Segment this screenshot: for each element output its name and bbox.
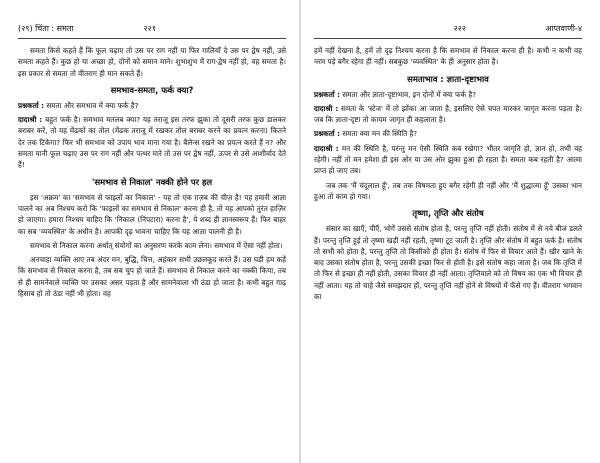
speaker-label: दादाश्री : [18, 115, 43, 125]
dialogue-text: समता और समभाव में क्या फर्क है? [46, 100, 139, 110]
page-number: २२२ [453, 23, 466, 33]
dialogue-text: समता के 'स्टेज' में तो झोंका आ जाता है, इसलिए ऐसे चपत मारकर जागृत करना पड़ता है। जब कि ज्ञाता-दृष्टा तो कायम जागृत ही कहलाता है। [314, 103, 582, 125]
dialogue-text: समता और ज्ञाता-दृष्टाभाव, इन दोनों में क्या फर्क है? [342, 89, 477, 99]
dialogue-line [18, 100, 286, 111]
header-rule [18, 38, 286, 39]
speaker-label: दादाश्री : [314, 143, 339, 153]
page-body [314, 45, 582, 302]
paragraph: अनचाहा व्यक्ति आए तब अंदर मन, बुद्धि, चित्त, अहंकार सभी उछलकूद करते हैं। उस घड़ी हम कहें कि समभाव से निकाल करना है, तब सब चुप हो जाते हैं। समभाव से निकाल करने का नक्की किया, तब से ही सामनेवाले व्यक्ति पर उसका असर पड़ता है और सामनेवाला भी ठंडा हो जाता है। कभी बहुत गाढ़ हिसाब हो तो ठंडा नहीं भी होता। वह [18, 255, 286, 299]
section-heading: समताभाव : ज्ञाता-दृष्टाभाव [407, 73, 489, 84]
dialogue-text: मन की स्थिति है, परन्तु मन ऐसी स्थिति कब रखेगा? भीतर जागृति हो, ज्ञान हो, तभी वह रहेगी। नहीं तो मन हमेशा ही इस ओर या उस ओर झुका हुआ ही रहता है। समता कब रहती है? आत्मा प्राप्त हो जाए तब। [314, 143, 583, 176]
book-title: आप्तवाणी-४ [545, 23, 582, 33]
running-header [314, 22, 582, 34]
section-heading: समभाव-समता, फर्क क्या? [110, 84, 194, 95]
speaker-label: प्रश्नकर्ता : [314, 89, 341, 99]
speaker-label: प्रश्नकर्ता : [18, 100, 45, 110]
speaker-label: दादाश्री : [314, 103, 339, 113]
dialogue-line [314, 103, 582, 126]
page-body [18, 45, 286, 299]
dialogue-line [314, 89, 582, 100]
paragraph: हमें नहीं देखना है, हमें तो दृढ़ निश्चय करना है कि समभाव से निकाल करना ही है। कभी न कभी वह नरम पड़े बगैर रहेगा ही नहीं। सबकुछ 'व्यवस्थित' के ही अनुसार होता है। [314, 46, 582, 67]
paragraph: इस 'अक्रम' का 'समभाव से फाइलों का निकाल' - यह तो एक ग़ज़ब की चीज़ है! यह हमारी आज्ञा पालने का अब निश्चय करो कि 'फाइलों का समभाव से निकाल' करना ही है, तो यह आपको तुरंत हाज़िर हो जाएगा। हमारा निश्चय चाहिए कि 'निकाल (निपटारा) करना है', ये शब्द ही ज्ञानस्वरूप हैं। फिर बाहर का सब 'व्यवस्थित' के अधीन है। आपकी दृढ़ भावना चाहिए कि यह आज्ञा पालनी ही है। [18, 192, 286, 236]
chapter-title: (२९) चिंता : समता [18, 23, 74, 33]
right-page [300, 0, 600, 463]
dialogue-line [314, 128, 582, 139]
paragraph: जब तक 'मैं चंदूलाल हूँ', तब तक विषमता हुए बगैर रहेगी ही नहीं और 'मैं शुद्धात्मा हूँ' उसका भान हुआ तो काम हो गया। [314, 180, 582, 201]
paragraph: संसार का खाएँ, पीएँ, भोगें उससे संतोष होता है, परन्तु तृप्ति नहीं होती। संतोष में से नये बीज डलते हैं। परन्तु तृप्ति हुई तो तृष्णा खड़ी नहीं रहती, तृष्णा टूट जाती है। तृप्ति और संतोष में बहुत फर्क है। संतोष तो सभी को होता है, परन्तु तृप्ति तो किसीको ही होता है। संतोष में फिर से विचार आते हैं। खीर खाने के बाद उसका संतोष होता है, परन्तु उसकी इच्छा फिर से होती है। इसे संतोष कहा जाता है। जब कि तृप्ति में तो फिर से इच्छा ही नहीं होती, उसका विचार ही नहीं आता। तृप्तिवाले को तो विषय का एक भी विचार ही नहीं आता। यह तो चाहे जैसे समझदार हों, परन्तु तृप्ति नहीं होने से विषयों में फँसे गए हैं। वीतराग भगवान का [314, 224, 582, 302]
dialogue-line [18, 114, 286, 170]
section-heading: 'समभाव से निकाल' नक्की होने पर हल [91, 176, 213, 187]
dialogue-text: समता क्या मन की स्थिति है? [342, 129, 418, 139]
page-number: २२१ [143, 23, 156, 33]
paragraph: समता किसे कहते हैं कि फूल चढ़ाए तो उस पर राग नहीं या फिर गालियाँ दे उस पर द्वेष नहीं, उसे समता कहते हैं। कुछ हो या अच्छा हो, दोनों को समान माने। शुभाशुभ में राग-द्वेष नहीं हो, वह समता है। इस प्रकार से समता तो वीतराग ही मान सकते हैं। [18, 46, 286, 78]
running-header [18, 22, 286, 34]
dialogue-line [314, 143, 582, 177]
section-heading: तृष्णा, तृप्ति और संतोष [412, 208, 484, 219]
speaker-label: प्रश्नकर्ता : [314, 129, 341, 139]
dialogue-text: बहुत फर्क है। समभाव मतलब क्या? यह तराजू इस तरफ झुका तो दूसरी तरफ कुछ डालकर बराबर करें, तो यह मेंढकों का तोल (मेंढक तराजू में रखकर तोल बराबर करने का प्रयत्न करना) कितने देर तक टिकेगा? फिर भी समभाव को उपाय भाव माना गया है। बैलेन्स रखने का प्रयत्न करते हैं न? और समता यानी फूल चढ़ाए उस पर राग नहीं और पत्थर मारे तो उस पर द्वेष नहीं, ऊपर से उसे आशीर्वाद देते हैं! [18, 115, 286, 170]
paragraph: समभाव से निकाल करना अर्थात् संयोगों का अनुसरण करके काम लेना। समभाव में ऐसा नहीं होता। [30, 240, 283, 250]
header-rule [314, 38, 582, 39]
